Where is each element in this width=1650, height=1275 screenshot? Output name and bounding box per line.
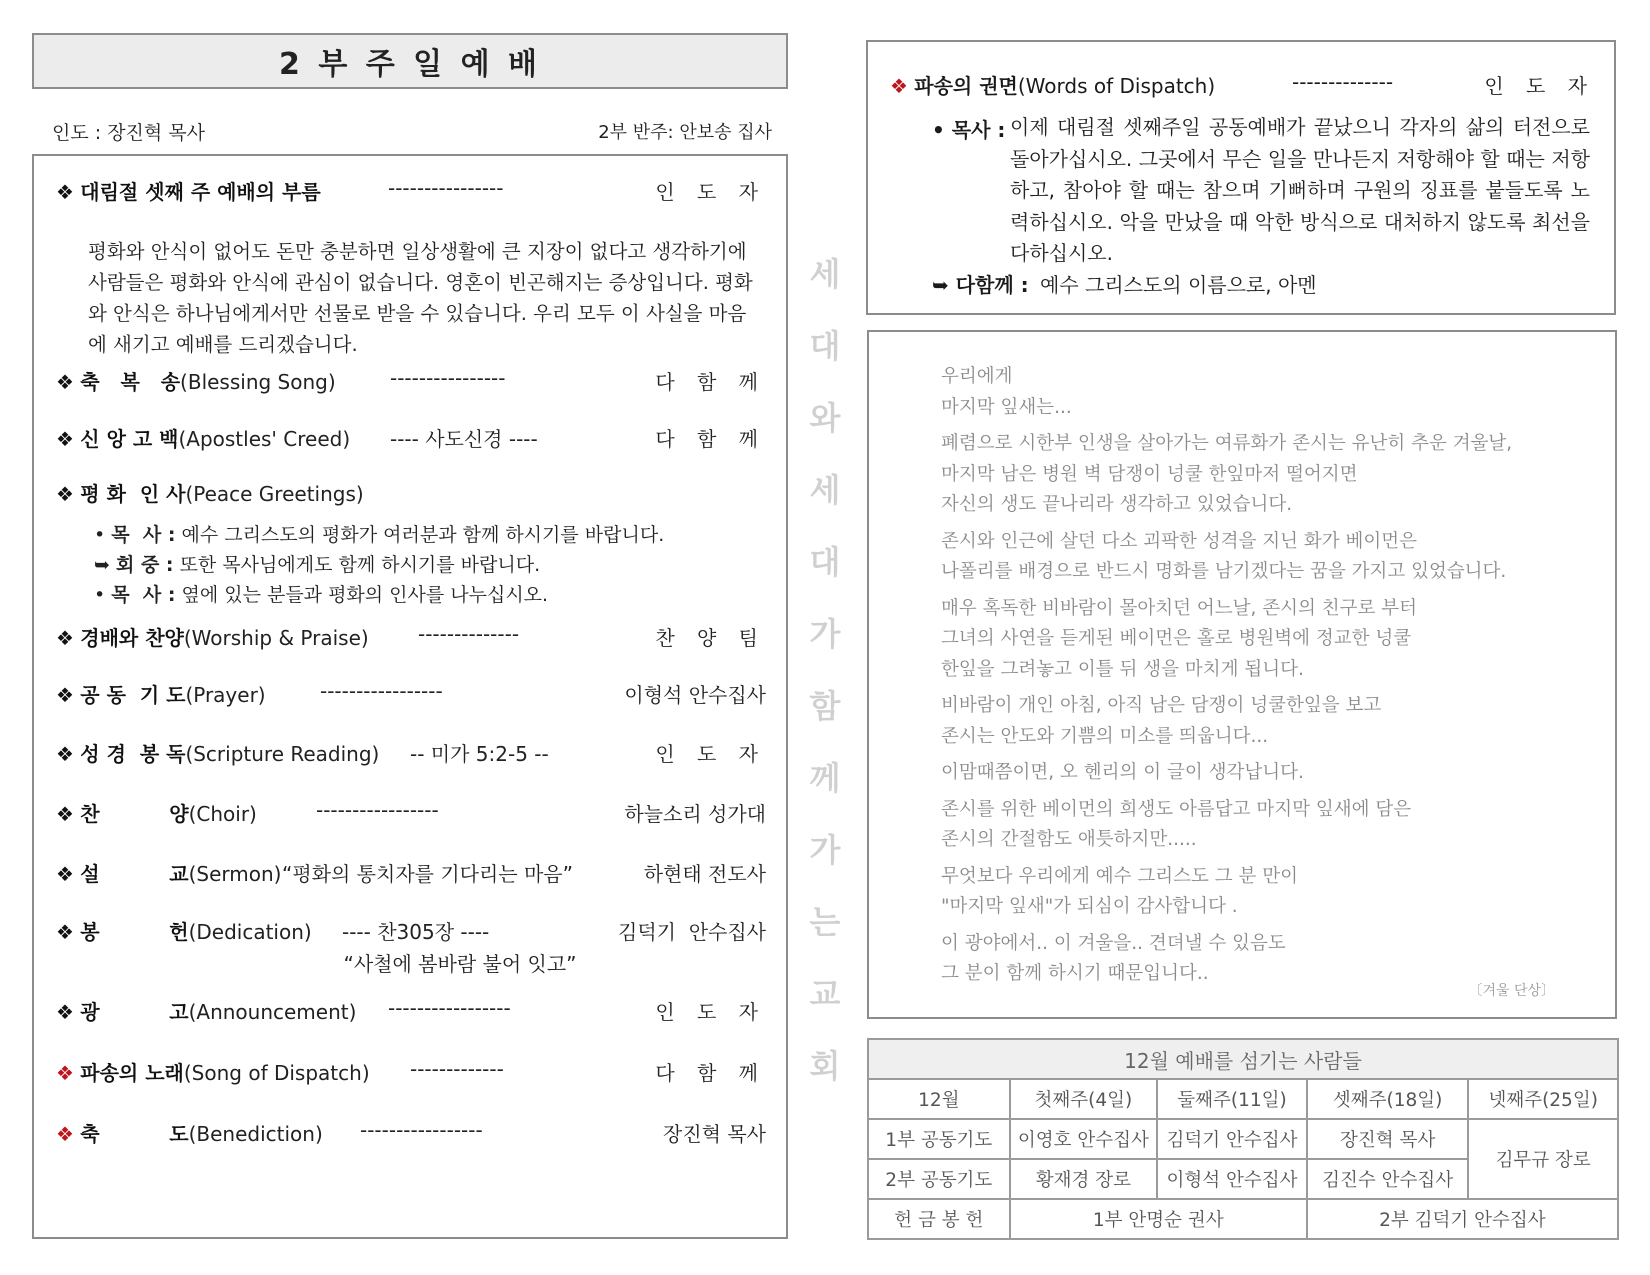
- order-item-peace-greetings: [56, 478, 766, 508]
- item-english: (Prayer): [185, 683, 266, 707]
- item-title: 신 앙 고 백: [80, 427, 179, 451]
- peace-role: 목 사 :: [111, 524, 176, 546]
- item-english: (Announcement): [188, 1000, 357, 1024]
- item-leader: 다 함 께: [655, 370, 766, 394]
- call-paragraph: 평화와 안식이 없어도 돈만 충분하면 일상생활에 큰 지장이 없다고 생각하기에 사람들은 평화와 안식에 관심이 없습니다. 영혼이 빈곤해지는 증상입니다. 평화와 안식은 하나님에게서만 선물로 받을 수 있습니다. 우리 모두 이 사실을 마음에 새기고 예배를 드리겠습니다.: [88, 240, 753, 356]
- item-title: 설 교: [80, 862, 189, 886]
- slogan-char: 가: [809, 831, 841, 869]
- poem-source: 〔겨울 단상〕: [1468, 983, 1555, 999]
- sermon-title: “평화의 통치자를 기다리는 마음”: [282, 862, 573, 886]
- item-title: 공 동 기 도: [80, 683, 186, 707]
- slogan-char: 대: [809, 327, 841, 365]
- item-dash: ----------------: [388, 176, 504, 200]
- diamond-bullet-icon: ❖: [56, 427, 74, 451]
- item-dash: ----------------: [390, 366, 506, 390]
- words-of-dispatch: [866, 40, 1616, 315]
- slogan-char: 회: [809, 1047, 841, 1085]
- peace-text: 옆에 있는 분들과 평화의 인사를 나누십시오.: [181, 584, 549, 606]
- item-title: 봉 헌: [80, 920, 189, 944]
- item-title: 찬 양: [80, 802, 189, 826]
- order-item-sermon: [56, 858, 766, 888]
- peace-text: 또한 목사님에게도 함께 하시기를 바랍니다.: [179, 554, 541, 576]
- poem-stanza: [941, 527, 1601, 588]
- poem-line: 우리에게: [941, 366, 1013, 387]
- slogan-char: 세: [809, 255, 841, 293]
- order-item-song-of-dispatch: [56, 1057, 766, 1087]
- order-item-call-to-worship: [56, 176, 766, 206]
- winter-reflection-box: [867, 330, 1617, 1019]
- table-header-cell: 12월: [868, 1079, 1010, 1119]
- item-leader: 하늘소리 성가대: [624, 802, 766, 826]
- diamond-bullet-icon: ❖: [56, 482, 74, 506]
- dispatch-title: 파송의 권면: [914, 74, 1018, 98]
- slogan-char: 대: [809, 543, 841, 581]
- item-title: 경배와 찬양: [80, 626, 184, 650]
- item-title: 축 도: [80, 1122, 189, 1146]
- table-cell: 황재경 장로: [1010, 1159, 1158, 1199]
- poem-stanza: [941, 691, 1601, 752]
- poem-line: 한잎을 그려놓고 이틀 뒤 생을 마치게 됩니다.: [941, 658, 1304, 680]
- dispatch-heading: [890, 70, 1595, 98]
- pastor-label: • 목사 :: [932, 118, 1006, 142]
- table-row: [868, 1119, 1618, 1159]
- poem-stanza: [941, 795, 1601, 856]
- table-cell: 1부 공동기도: [868, 1119, 1010, 1159]
- item-title: 축 복 송: [80, 370, 181, 394]
- peace-text: 예수 그리스도의 평화가 여러분과 함께 하시기를 바랍니다.: [181, 524, 665, 546]
- poem-line: 비바람이 개인 아침, 아직 남은 담쟁이 넝쿨한잎을 보고: [941, 695, 1382, 716]
- table-cell: 김진수 안수집사: [1307, 1159, 1469, 1199]
- table-caption: 12월 예배를 섬기는 사람들: [868, 1039, 1618, 1079]
- order-item-worship-praise: [56, 622, 766, 652]
- item-title: 파송의 노래: [80, 1061, 184, 1085]
- slogan-char: 는: [809, 903, 841, 941]
- poem-line: 존시를 위한 베이먼의 희생도 아름답고 마지막 잎새에 담은: [941, 798, 1412, 820]
- peace-line: [94, 550, 754, 580]
- order-item-choir: [56, 798, 766, 828]
- table-cell: 1부 안명순 권사: [1010, 1199, 1307, 1239]
- item-english: (Dedication): [188, 920, 312, 944]
- order-of-worship: [32, 154, 788, 1239]
- item-english: (Benediction): [188, 1122, 323, 1146]
- diamond-bullet-icon: ❖: [56, 1000, 74, 1024]
- item-english: (Blessing Song): [180, 370, 336, 394]
- poem-line: 그녀의 사연을 듣게된 베이먼은 홀로 병원벽에 정교한 넝쿨: [941, 628, 1412, 649]
- table-header-cell: 둘째주(11일): [1157, 1079, 1307, 1119]
- slogan-char: 세: [809, 471, 841, 509]
- item-english: (Peace Greetings): [185, 482, 364, 506]
- diamond-bullet-red-icon: ❖: [56, 1122, 74, 1146]
- poem-stanza: [941, 594, 1601, 686]
- poem-line: 마지막 잎새는...: [941, 396, 1072, 418]
- item-english: (Choir): [188, 802, 257, 826]
- bullet-dot-icon: •: [94, 584, 106, 606]
- order-item-dedication: [56, 916, 766, 946]
- poem-stanza: [941, 758, 1601, 789]
- item-leader: 이형석 안수집사: [624, 683, 766, 707]
- diamond-bullet-icon: ❖: [56, 626, 74, 650]
- poem-stanza: [941, 862, 1601, 923]
- diamond-bullet-icon: ❖: [56, 742, 74, 766]
- item-dash: ---- 사도신경 ----: [390, 427, 538, 451]
- all-text: 예수 그리스도의 이름으로, 아멘: [1040, 273, 1317, 297]
- poem-stanza: [941, 429, 1601, 521]
- slogan-char: 께: [809, 759, 841, 797]
- order-item-blessing-song: [56, 366, 766, 396]
- item-english: (Worship & Praise): [183, 626, 369, 650]
- order-item-prayer: [56, 679, 766, 709]
- bullet-dot-icon: •: [94, 524, 106, 546]
- item-dash: --------------: [418, 622, 520, 646]
- poem-line: 존시는 안도와 기쁨의 미소를 띄웁니다...: [941, 725, 1269, 747]
- item-english: (Apostles' Creed): [178, 427, 351, 451]
- poem-line: 폐렴으로 시한부 인생을 살아가는 여류화가 존시는 유난히 추운 겨울날,: [941, 433, 1513, 454]
- dispatch-dash: --------------: [1292, 70, 1394, 94]
- item-english: (Song of Dispatch): [183, 1061, 370, 1085]
- item-english: (Scripture Reading): [185, 742, 380, 766]
- dedication-hymn-title: “사철에 봄바람 불어 잇고”: [343, 952, 577, 976]
- dispatch-english: (Words of Dispatch): [1017, 74, 1216, 98]
- peace-role: 회 중 :: [115, 554, 174, 576]
- diamond-bullet-icon: ❖: [56, 802, 74, 826]
- poem-line: 매우 혹독한 비바람이 몰아치던 어느날, 존시의 친구로 부터: [941, 597, 1417, 619]
- poem-line: 나폴리를 배경으로 반드시 명화를 남기겠다는 꿈을 가지고 있었습니다.: [941, 561, 1507, 582]
- item-title: 대림절 셋째 주 예배의 부름: [80, 180, 321, 204]
- table-header-cell: 넷째주(25일): [1468, 1079, 1618, 1119]
- item-leader: 하현태 전도사: [643, 862, 766, 886]
- item-leader: 인 도 자: [655, 1000, 766, 1024]
- arrow-return-icon: ➥: [94, 554, 110, 576]
- table-row: [868, 1199, 1618, 1239]
- table-header-row: [868, 1079, 1618, 1119]
- dispatch-leader: 인 도 자: [1484, 74, 1595, 98]
- table-cell: 장진혁 목사: [1307, 1119, 1469, 1159]
- item-dash: ---- 찬305장 ----: [342, 920, 490, 944]
- poem-line: 존시와 인근에 살던 다소 괴팍한 성격을 지닌 화가 베이먼은: [941, 530, 1417, 552]
- item-dash: -----------------: [360, 1118, 483, 1142]
- slogan-char: 함: [809, 687, 841, 725]
- vertical-slogan: [800, 238, 850, 1102]
- leader-name: 인도 : 장진혁 목사: [52, 122, 205, 144]
- table-cell: 김덕기 안수집사: [1157, 1119, 1307, 1159]
- item-title: 광 고: [80, 1000, 189, 1024]
- table-cell-merged: 김무규 장로: [1468, 1119, 1618, 1199]
- diamond-bullet-icon: ❖: [56, 370, 74, 394]
- item-leader: 다 함 께: [655, 427, 766, 451]
- item-title: 성 경 봉 독: [80, 742, 186, 766]
- diamond-bullet-icon: ❖: [56, 180, 74, 204]
- pastor-text: 이제 대림절 셋째주일 공동예배가 끝났으니 각자의 삶의 터전으로 돌아가십시오. 그곳에서 무슨 일을 만나든지 저항해야 할 때는 저항하고, 참아야 할 때는 참으며 기뻐하며 구원의 징표를 붙들도록 노력하십시오. 악을 만났을 때 악한 방식으로 대처하지 않도록 최선을 다하십시오.: [1010, 115, 1590, 265]
- poem-line: 마지막 남은 병원 벽 담쟁이 넝쿨 한잎마저 떨어지면: [941, 463, 1358, 485]
- poem-line: 그 분이 함께 하시기 때문입니다..: [941, 963, 1209, 984]
- table-cell: 이영호 안수집사: [1010, 1119, 1158, 1159]
- december-servers-table: [867, 1038, 1619, 1240]
- poem-line: "마지막 잎새"가 되심이 감사합니다 .: [941, 896, 1238, 917]
- poem-line: 자신의 생도 끝나리라 생각하고 있었습니다.: [941, 494, 1293, 515]
- item-leader: 찬 양 팀: [655, 626, 766, 650]
- item-dash: -----------------: [320, 679, 443, 703]
- order-item-announcement: [56, 996, 766, 1026]
- item-english: (Sermon): [188, 862, 282, 886]
- diamond-bullet-red-icon: ❖: [890, 74, 908, 98]
- slogan-char: 와: [809, 399, 841, 437]
- item-title: 평 화 인 사: [80, 482, 186, 506]
- peace-line: [94, 520, 754, 550]
- accompanist-name: 2부 반주: 안보송 집사: [598, 122, 772, 143]
- poem-text: [941, 362, 1601, 996]
- item-dash: -------------: [410, 1057, 504, 1081]
- poem-line: 존시의 간절함도 애틋하지만.....: [941, 829, 1197, 850]
- diamond-bullet-red-icon: ❖: [56, 1061, 74, 1085]
- peace-role: 목 사 :: [111, 584, 176, 606]
- item-leader: 다 함 께: [655, 1061, 766, 1085]
- table-header-cell: 셋째주(18일): [1307, 1079, 1469, 1119]
- diamond-bullet-icon: ❖: [56, 920, 74, 944]
- table-cell: 2부 공동기도: [868, 1159, 1010, 1199]
- slogan-char: 가: [809, 615, 841, 653]
- item-dash: -----------------: [316, 798, 439, 822]
- poem-line: 이맘때쯤이면, 오 헨리의 이 글이 생각납니다.: [941, 762, 1304, 783]
- table-cell: 2부 김덕기 안수집사: [1307, 1199, 1618, 1239]
- order-item-benediction: [56, 1118, 766, 1148]
- table-header-cell: 첫째주(4일): [1010, 1079, 1158, 1119]
- item-dash: -- 미가 5:2-5 --: [410, 742, 549, 766]
- diamond-bullet-icon: ❖: [56, 862, 74, 886]
- item-leader: 인 도 자: [655, 742, 766, 766]
- diamond-bullet-icon: ❖: [56, 683, 74, 707]
- table-cell: 이형석 안수집사: [1157, 1159, 1307, 1199]
- slogan-char: 교: [809, 975, 841, 1013]
- table-cell: 헌 금 봉 헌: [868, 1199, 1010, 1239]
- peace-line: [94, 580, 754, 610]
- all-label: ➥ 다함께 :: [932, 273, 1029, 297]
- poem-line: 무엇보다 우리에게 예수 그리스도 그 분 만이: [941, 865, 1298, 887]
- page-title: 2 부 주 일 예 배: [32, 33, 788, 89]
- item-leader: 인 도 자: [655, 180, 766, 204]
- item-leader: 김덕기 안수집사: [618, 920, 766, 944]
- order-item-apostles-creed: [56, 423, 766, 453]
- poem-stanza: [941, 362, 1601, 423]
- item-leader: 장진혁 목사: [663, 1122, 766, 1146]
- order-item-scripture-reading: [56, 738, 766, 768]
- poem-line: 이 광야에서.. 이 겨울을.. 견뎌낼 수 있음도: [941, 932, 1286, 954]
- peace-greeting-lines: [94, 520, 754, 610]
- item-dash: -----------------: [388, 996, 511, 1020]
- leader-line: [52, 118, 772, 146]
